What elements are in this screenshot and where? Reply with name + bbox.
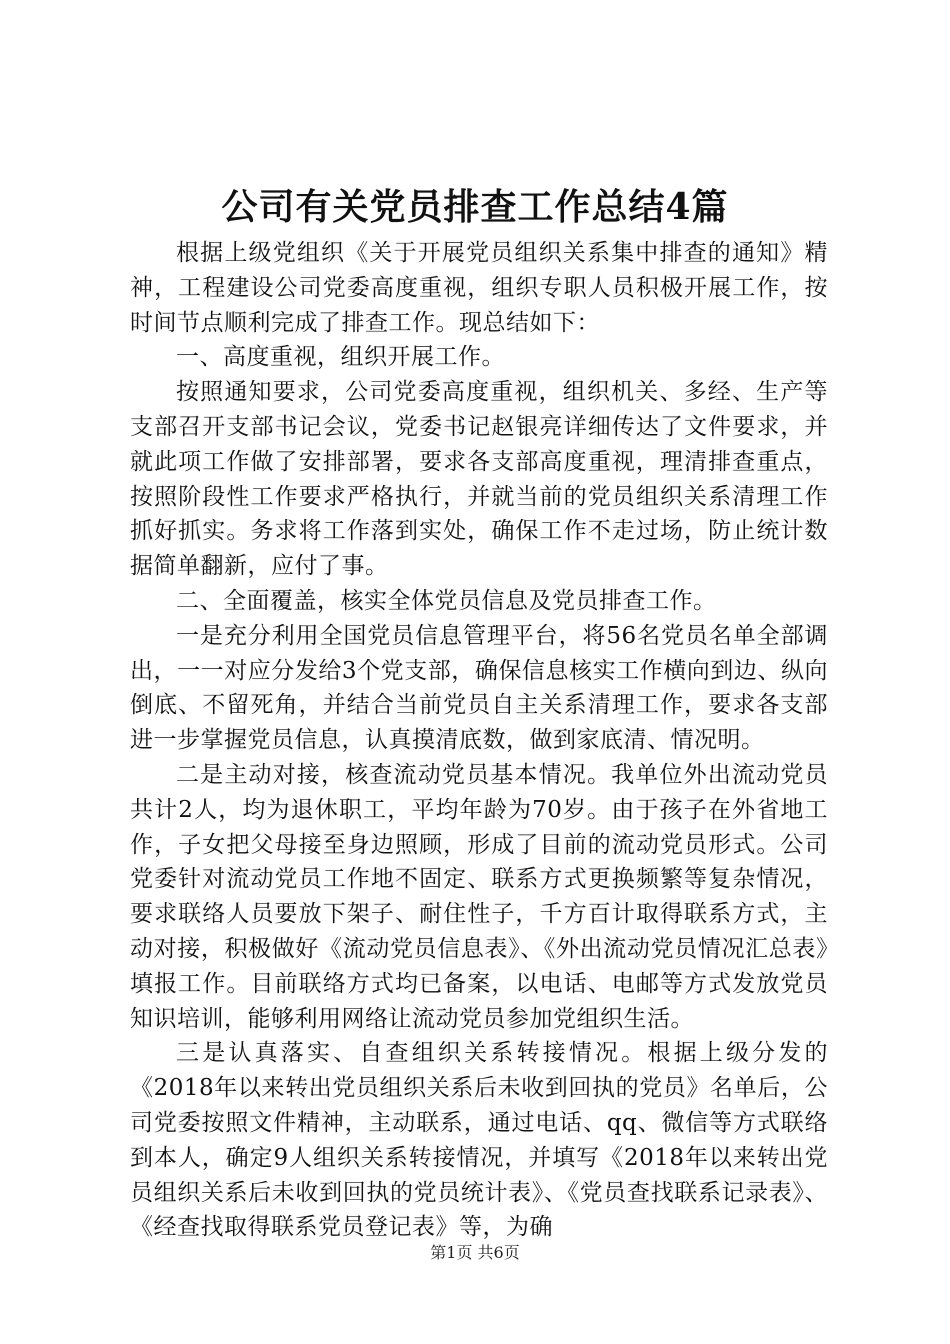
paragraph-intro: 根据上级党组织《关于开展党员组织关系集中排查的通知》精神，工程建设公司党委高度重视，组织专职人员积极开展工作，按时间节点顺利完成了排查工作。现总结如下： bbox=[130, 240, 828, 336]
page-number-footer: 第1页 共6页 bbox=[430, 1243, 520, 1262]
section-heading-2: 二、全面覆盖，核实全体党员信息及党员排查工作。 bbox=[176, 587, 717, 614]
paragraph-item-3: 三是认真落实、自查组织关系转接情况。根据上级分发的《2018年以来转出党员组织关系后未收到回执的党员》名单后，公司党委按照文件精神，主动联系，通过电话、qq、微信等方式联络到本人，确定9人组织关系转接情况，并填写《2018年以来转出党员组织关系后未收到回执的党员统计表》、《党员查找联系记录表》、《经查找取得联系党员登记表》等，为确 bbox=[130, 1040, 828, 1241]
document-title: 公司有关党员排查工作总结4篇 bbox=[221, 186, 729, 228]
section-heading-1: 一、高度重视，组织开展工作。 bbox=[176, 344, 505, 371]
paragraph-item-2: 二是主动对接，核查流动党员基本情况。我单位外出流动党员共计2人，均为退休职工，平均年龄为70岁。由于孩子在外省地工作，子女把父母接至身边照顾，形成了目前的流动党员形式。公司党委针对流动党员工作地不固定、联系方式更换频繁等复杂情况，要求联络人员要放下架子、耐住性子，千方百计取得联系方式，主动对接，积极做好《流动党员信息表》、《外出流动党员情况汇总表》填报工作。目前联络方式均已备案，以电话、电邮等方式发放党员知识培训，能够利用网络让流动党员参加党组织生活。 bbox=[130, 761, 828, 1032]
paragraph-section-1: 按照通知要求，公司党委高度重视，组织机关、多经、生产等支部召开支部书记会议，党委书记赵银亮详细传达了文件要求，并就此项工作做了安排部署，要求各支部高度重视，理清排查重点，按照阶段性工作要求严格执行，并就当前的党员组织关系清理工作抓好抓实。务求将工作落到实处，确保工作不走过场，防止统计数据简单翻新，应付了事。 bbox=[130, 379, 828, 580]
document-body bbox=[130, 236, 828, 1245]
paragraph-item-1: 一是充分利用全国党员信息管理平台，将56名党员名单全部调出，一一对应分发给3个党支部，确保信息核实工作横向到边、纵向倒底、不留死角，并结合当前党员自主关系清理工作，要求各支部进一步掌握党员信息，认真摸清底数，做到家底清、情况明。 bbox=[130, 622, 828, 754]
